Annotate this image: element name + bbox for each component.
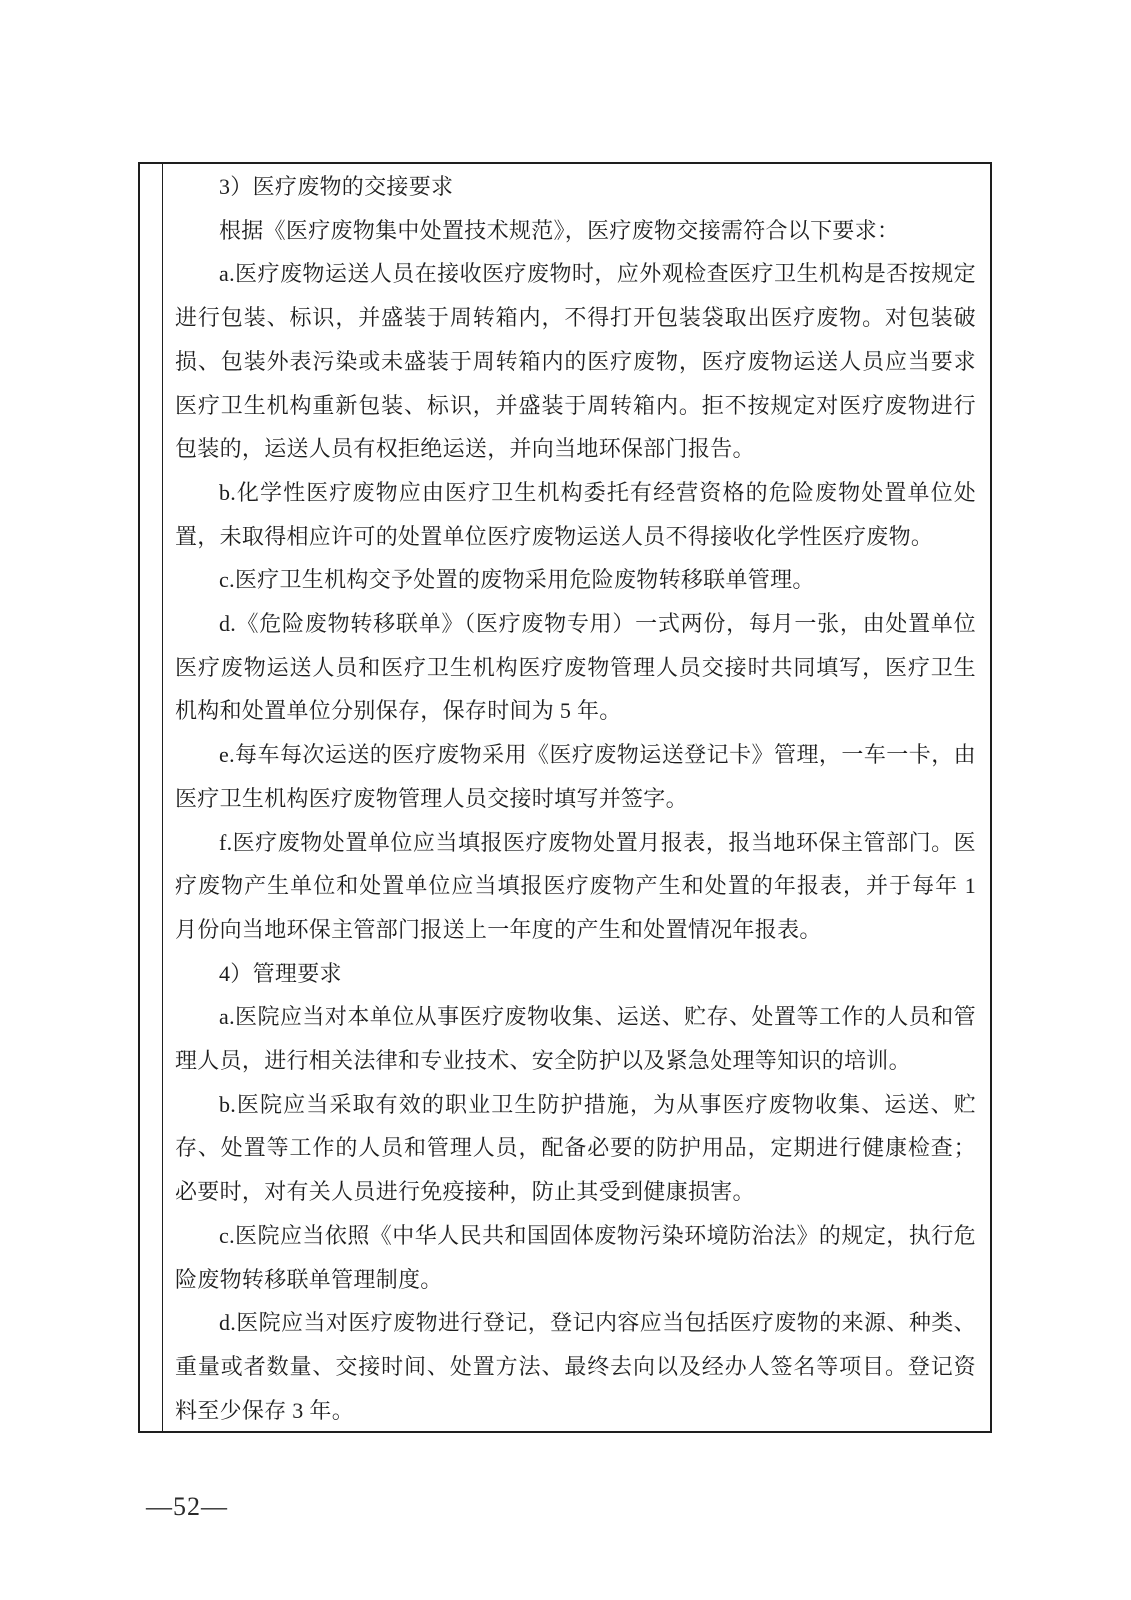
paragraph-handover-item-e: e.每车每次运送的医疗废物采用《医疗废物运送登记卡》管理，一车一卡，由医疗卫生机构医疗废物管理人员交接时填写并签字。 xyxy=(175,742,976,811)
paragraph-handover-item-f: f.医疗废物处置单位应当填报医疗废物处置月报表，报当地环保主管部门。医疗废物产生单位和处置单位应当填报医疗废物产生和处置的年报表，并于每年 1 月份向当地环保主管部门报送上一年度的产生和处置情况年报表。 xyxy=(175,829,976,942)
paragraph-handover-item-a: a.医疗废物运送人员在接收医疗废物时，应外观检查医疗卫生机构是否按规定进行包装、标识，并盛装于周转箱内，不得打开包装袋取出医疗废物。对包装破损、包装外表污染或未盛装于周转箱内的医疗废物，医疗废物运送人员应当要求医疗卫生机构重新包装、标识，并盛装于周转箱内。拒不按规定对医疗废物进行包装的，运送人员有权拒绝运送，并向当地环保部门报告。 xyxy=(175,261,976,462)
page-number: —52— xyxy=(146,1492,228,1521)
content-table xyxy=(138,162,992,1433)
paragraph-heading-management-requirements: 4）管理要求 xyxy=(219,960,342,986)
paragraph-management-item-c: c.医院应当依照《中华人民共和国固体废物污染环境防治法》的规定，执行危险废物转移联单管理制度。 xyxy=(175,1222,976,1292)
paragraph-management-item-b: b.医院应当采取有效的职业卫生防护措施，为从事医疗废物收集、运送、贮存、处置等工作的人员和管理人员，配备必要的防护用品，定期进行健康检查；必要时，对有关人员进行免疫接种，防止其受到健康损害。 xyxy=(175,1091,976,1205)
paragraph-management-item-a: a.医院应当对本单位从事医疗废物收集、运送、贮存、处置等工作的人员和管理人员，进行相关法律和专业技术、安全防护以及紧急处理等知识的培训。 xyxy=(175,1004,976,1074)
paragraph-heading-handover-requirements: 3）医疗废物的交接要求 xyxy=(219,174,454,199)
table-stub-column xyxy=(140,164,163,1431)
paragraph-handover-item-b: b.化学性医疗废物应由医疗卫生机构委托有经营资格的危险废物处置单位处置，未取得相应许可的处置单位医疗废物运送人员不得接收化学性医疗废物。 xyxy=(175,479,976,549)
paragraph-management-item-d: d.医院应当对医疗废物进行登记，登记内容应当包括医疗废物的来源、种类、重量或者数量、交接时间、处置方法、最终去向以及经办人签名等项目。登记资料至少保存 3 年。 xyxy=(175,1310,976,1423)
paragraph-intro: 根据《医疗废物集中处置技术规范》，医疗废物交接需符合以下要求： xyxy=(219,217,900,243)
paragraph-handover-item-c: c.医疗卫生机构交予处置的废物采用危险废物转移联单管理。 xyxy=(219,567,815,593)
table-text-cell xyxy=(163,164,990,1431)
paragraph-handover-item-d: d.《危险废物转移联单》（医疗废物专用）一式两份，每月一张，由处置单位医疗废物运送人员和医疗卫生机构医疗废物管理人员交接时共同填写，医疗卫生机构和处置单位分别保存，保存时间为 5 年。 xyxy=(175,611,976,724)
